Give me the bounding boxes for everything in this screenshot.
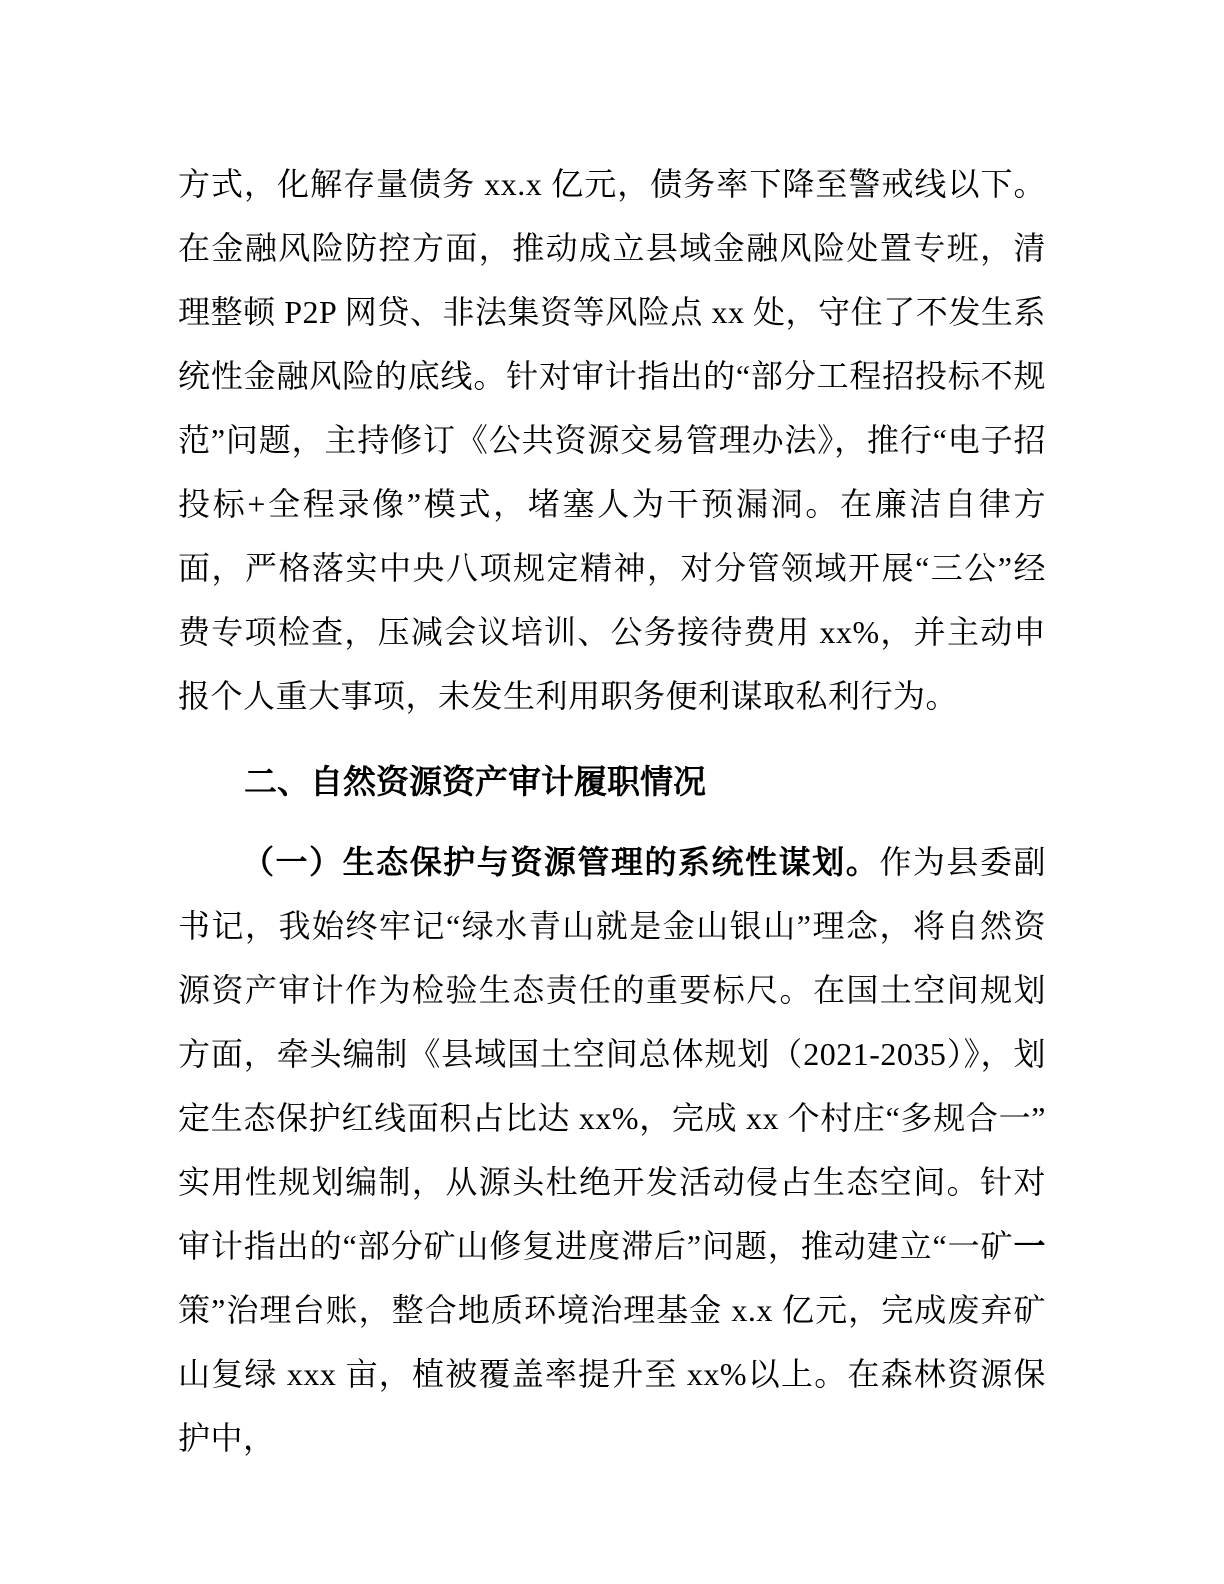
text-run: 策”治理台账，整合地质环境治理基金 x.x 亿元，完成废弃矿山复绿 xxx 亩，植被覆盖率提升至 xx%以上。在森林资源保护中， — [178, 1292, 1046, 1456]
bold-text-run: （一）生态保护与资源管理的系统性谋划。 — [242, 844, 880, 880]
section-heading: 二、自然资源资产审计履职情况 — [244, 763, 706, 800]
paragraph-continued: 方式，化解存量债务 xx.x 亿元，债务率下降至警戒线以下。在金融风险防控方面，推动成立县域金融风险处置专班，清理整顿 P2P 网贷、非法集资等风险点 xx 处，守住了不发生系统性金融风险的底线。针对审计指出的“部分工程招投标不规范”问题，主持修订《公共资源交易管理办法》，推行“电子招投标+全程录像”模式，堵塞人为干预漏洞。在廉洁自律方面，严格落实中央八项规定精神，对分管领域开展“三公”经费专项检查，压减会议培训、公务接待费用 xx%，并主动申报个人重大事项，未发生利用职务便利谋取私利行为。 — [178, 166, 1046, 714]
bold-text-run: 一 — [1013, 1228, 1046, 1264]
subsection-paragraph — [178, 830, 1046, 1470]
text-run: 作为县委副书记，我始终牢记“绿水青山就是金山银山”理念，将自然资源资产审计作为检验生态责任的重要标尺。在国土空间规划方面，牵头编制《县域国土空间总体规划（2021-2035）》，划定生态保护红线面积占比达 xx%，完成 xx 个村庄“多规合一”实用性规划编制，从源头杜绝开发活动侵占生态空间。针对审计指出的“部分矿山修复进度滞后”问题，推动建立“一矿 — [178, 844, 1046, 1264]
